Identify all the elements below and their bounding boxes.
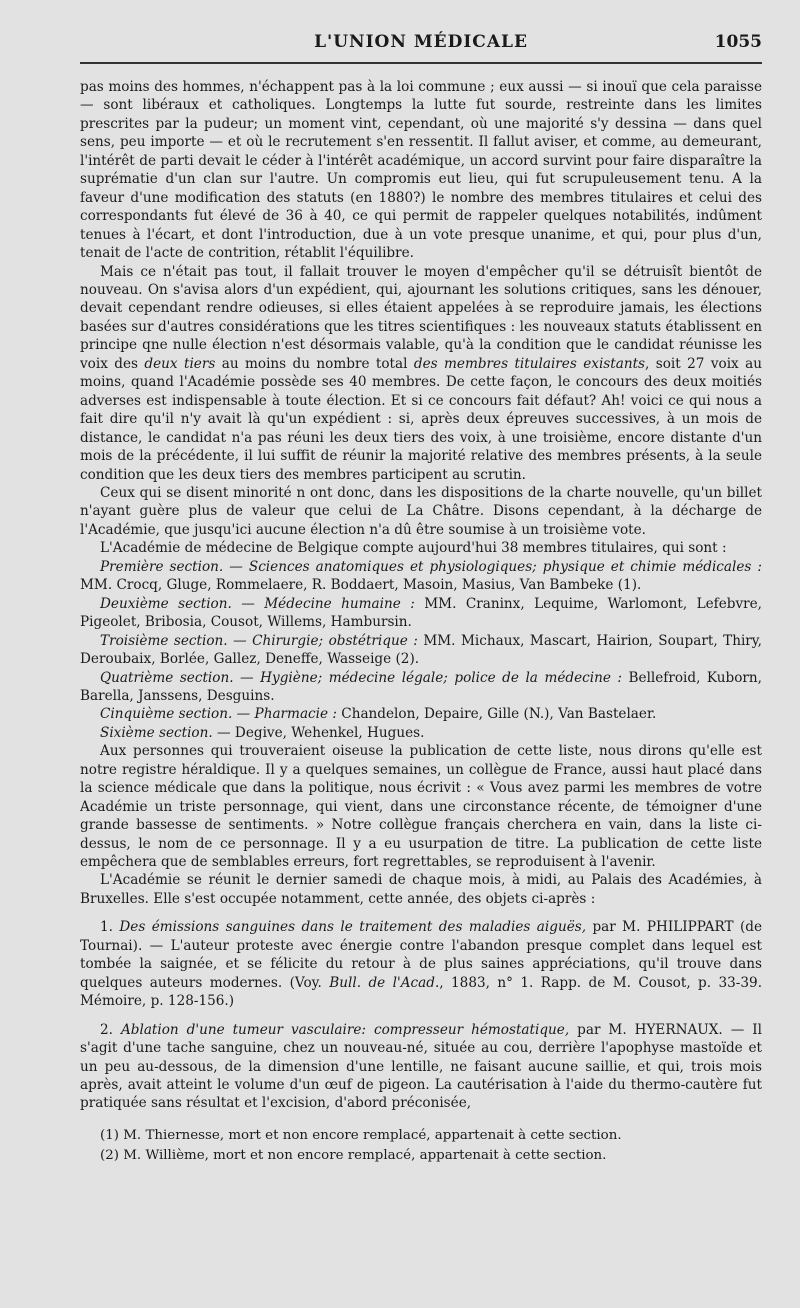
- section-heading: Deuxième section. — Médecine humaine :: [100, 595, 415, 612]
- numbered-item: [80, 1021, 762, 1113]
- footnotes: [80, 1127, 762, 1165]
- item-number: 2.: [100, 1021, 113, 1038]
- section-members: Bellefroid, Kuborn, Barella, Janssens, Desguins.: [80, 669, 762, 704]
- paragraph: pas moins des hommes, n'échappent pas à la loi commune ; eux aussi — si inouï que cela paraisse — sont libéraux et catholiques. Longtemps la lutte fut sourde, restreinte dans les limites prescrites par la pudeur; un moment vint, cependant, où une majorité s'y dessina — dans quel sens, peu importe — et où le recrutement s'en ressentit. Il fallut aviser, et comme, au demeurant, l'intérêt de parti devait le céder à l'intérêt académique, un accord survint pour faire disparaître la suprématie d'un clan sur l'autre. Un compromis eut lieu, qui fut scrupuleusement tenu. A la faveur d'une modification des statuts (en 1880?) le nombre des membres titulaires et celui des correspondants fut élevé de 36 à 40, ce qui permit de rappeler quelques notabilités, indûment tenues à l'écart, et dont l'introduction, due à un vote presque unanime, et qui, pour plus d'un, tenait de l'acte de contrition, rétablit l'équilibre.: [80, 79, 762, 262]
- section-heading: Sixième section.: [100, 724, 213, 741]
- footnote: (2) M. Willième, mort et non encore remplacé, appartenait à cette section.: [100, 1147, 607, 1163]
- item-number: 1.: [100, 919, 113, 936]
- section-heading: Quatrième section. — Hygiène; médecine légale; police de la médecine :: [100, 669, 622, 686]
- text-run: Mais ce n'était pas tout, il fallait trouver le moyen d'empêcher qu'il se détruisît bientôt de nouveau. On s'avisa alors d'un expédient, qui, ajournant les solutions critiques, sans les dénouer, devait cependant rendre odieuses, si elles étaient appelées à se reproduire jamais, les élections basées sur d'autres considérations que les titres scientifiques : les nouveaux statuts établissent en principe qne nulle élection n'est désormais valable, qu'à la condition que le candidat réunisse les voix des: [80, 263, 762, 372]
- item-title: Ablation d'une tumeur vasculaire: compresseur hémostatique,: [120, 1021, 570, 1038]
- paragraph: Aux personnes qui trouveraient oiseuse la publication de cette liste, nous dirons qu'elle est notre registre héraldique. Il y a quelques semaines, un collègue de France, aussi haut placé dans la science médicale que dans la politique, nous écrivit : « Vous avez parmi les membres de votre Académie un triste personnage, qui vient, dans une circonstance récente, de témoigner d'une grande bassesse de sentiments. » Notre collègue français cherchera en vain, dans la liste ci-dessus, le nom de ce personnage. Il y a eu usurpation de titre. La publication de cette liste empêchera que de semblables erreurs, fort regrettables, se reproduisent à l'avenir.: [80, 743, 762, 871]
- page-number: 1055: [714, 32, 762, 52]
- italic-run: des membres titulaires existants: [413, 355, 646, 372]
- text-run: au moins du nombre total: [215, 355, 414, 372]
- text-run: par M. PHILIPPART (de Tournai). — L'auteur proteste avec énergie contre l'abandon presque complet dans lequel est tombée la saignée, et se félicite du retour à de plus saines appréciations, qu'il trouve dans quelques auteurs modernes. (Voy.: [80, 919, 762, 991]
- section-members: — Degive, Wehenkel, Hugues.: [212, 724, 425, 741]
- section-heading: Cinquième section. — Pharmacie :: [100, 706, 337, 723]
- paragraph: L'Académie de médecine de Belgique compte aujourd'hui 38 membres titulaires, qui sont :: [100, 540, 727, 557]
- section-entry: [80, 595, 762, 632]
- italic-run: deux tiers: [144, 355, 216, 372]
- text-run: , soit 27 voix au moins, quand l'Académie possède ses 40 membres. De cette façon, le concours des deux moitiés adverses est indispensable à toute élection. Et si ce concours fait défaut? Ah! voici ce qui nous a fait dire qu'il n'y avait là qu'un expédient : si, après deux épreuves successives, à un mois de distance, le candidat n'a pas réuni les deux tiers des voix, à une troisième, encore distante d'un mois de la précédente, il lui suffit de réunir la majorité relative des membres présents, à la seule condition que les deux tiers des membres participent au scrutin.: [80, 355, 762, 483]
- body-text: [80, 78, 762, 1165]
- section-members: Chandelon, Depaire, Gille (N.), Van Bastelaer.: [336, 706, 657, 723]
- paragraph: L'Académie se réunit le dernier samedi de chaque mois, à midi, au Palais des Académies, à Bruxelles. Elle s'est occupée notamment, cette année, des objets ci-après :: [80, 872, 762, 907]
- page-header: [80, 26, 762, 60]
- italic-run: Bull. de l'Acad.: [329, 974, 440, 991]
- section-entry: [80, 669, 762, 706]
- text-run: par M. HYERNAUX. — Il s'agit d'une tache sanguine, chez un nouveau-né, située au cou, derrière l'apophyse mastoïde et un peu au-dessous, de la dimension d'une lentille, ne faisant aucune saillie, et qui, trois mois après, avait atteint le volume d'un œuf de pigeon. La cautérisation à l'aide du thermo-cautère fut pratiquée sans résultat et l'excision, d'abord préconisée,: [80, 1021, 762, 1112]
- running-title: L'UNION MÉDICALE: [314, 32, 528, 52]
- paragraph: Ceux qui se disent minorité n ont donc, dans les dispositions de la charte nouvelle, qu'un billet n'ayant guère plus de valeur que celui de La Châtre. Disons cependant, à la décharge de l'Académie, que jusqu'ici aucune élection n'a dû être soumise à un troisième vote.: [80, 484, 762, 538]
- section-heading: Troisième section. — Chirurgie; obstétrique :: [100, 632, 418, 649]
- footnote: (1) M. Thiernesse, mort et non encore remplacé, appartenait à cette section.: [100, 1127, 622, 1143]
- section-entry: [80, 724, 762, 742]
- item-title: Des émissions sanguines dans le traitement des maladies aiguës,: [119, 919, 587, 936]
- paragraph: [80, 263, 762, 484]
- header-rule: [80, 62, 762, 64]
- section-entry: [80, 558, 762, 595]
- numbered-item: [80, 918, 762, 1010]
- section-heading: Première section. — Sciences anatomiques et physiologiques; physique et chimie médicales :: [100, 558, 762, 575]
- section-members: MM. Craninx, Lequime, Warlomont, Lefebvre, Pigeolet, Bribosia, Cousot, Willems, Hambursin.: [80, 595, 762, 631]
- section-members: MM. Crocq, Gluge, Rommelaere, R. Boddaert, Masoin, Masius, Van Bambeke (1).: [80, 577, 642, 594]
- section-entry: [80, 705, 762, 723]
- section-entry: [80, 632, 762, 669]
- text-run: , 1883, n° 1. Rapp. de M. Cousot, p. 33-39. Mémoire, p. 128-156.): [80, 974, 763, 1010]
- section-members: MM. Michaux, Mascart, Hairion, Soupart, Thiry, Deroubaix, Borlée, Gallez, Deneffe, Wasseige (2).: [80, 632, 762, 668]
